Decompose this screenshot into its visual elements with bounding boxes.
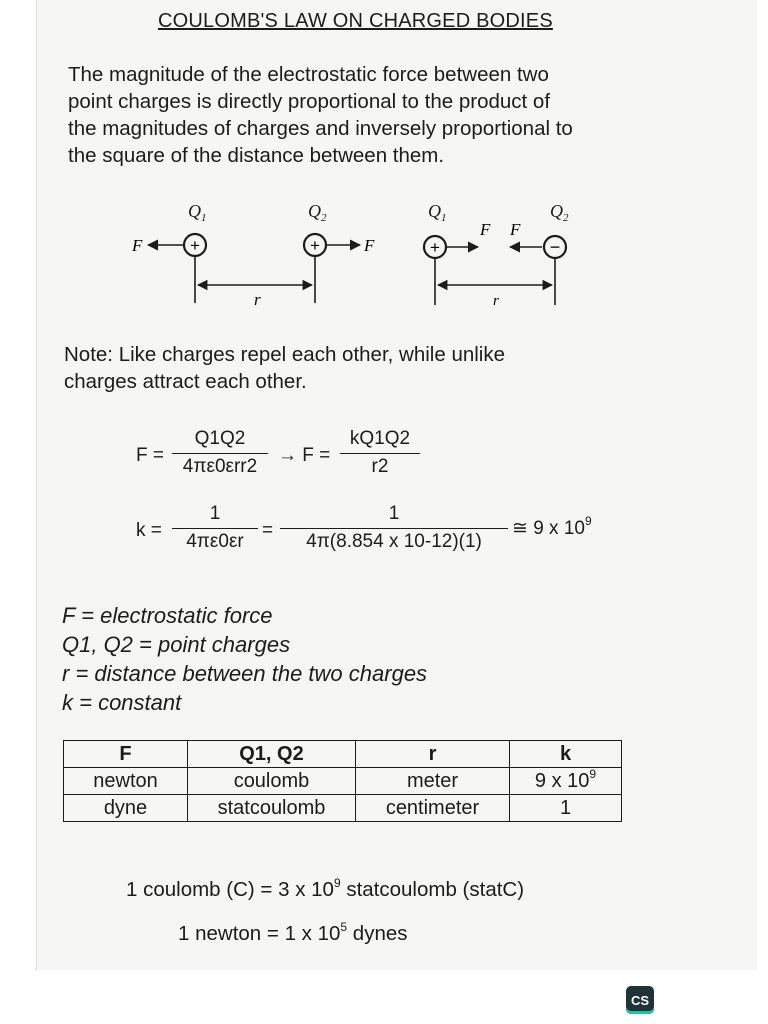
distance-label: r bbox=[254, 290, 261, 309]
definition-line: the square of the distance between them. bbox=[68, 144, 445, 167]
implies-arrow bbox=[278, 445, 330, 467]
numerator: 1 bbox=[209, 503, 221, 524]
charge-diagram bbox=[110, 195, 610, 315]
table-cell: coulomb bbox=[188, 768, 356, 795]
q1-label: $Q_1$ bbox=[428, 201, 447, 224]
note-paragraph bbox=[64, 341, 505, 395]
plus-sign: + bbox=[190, 236, 200, 255]
f-equals: F = bbox=[136, 445, 164, 466]
fraction-k-value bbox=[280, 503, 508, 553]
force-label: F bbox=[364, 236, 375, 255]
table-cell: statcoulomb bbox=[188, 795, 356, 822]
numerator: 1 bbox=[388, 503, 400, 524]
page-title: COULOMB'S LAW ON CHARGED BODIES bbox=[158, 10, 553, 32]
note-line: Note: Like charges repel each other, while unlike bbox=[64, 343, 506, 366]
denominator: 4πε0εr bbox=[172, 528, 258, 553]
plus-sign: + bbox=[430, 238, 440, 257]
legend-line: r = distance between the two charges bbox=[62, 661, 428, 686]
table-header-row bbox=[64, 741, 622, 768]
equals-sign: = bbox=[262, 520, 274, 541]
camscanner-logo: CS bbox=[626, 986, 654, 1014]
table-header: k bbox=[510, 741, 622, 768]
plus-sign: + bbox=[310, 236, 320, 255]
legend-line: F = electrostatic force bbox=[62, 603, 273, 628]
fraction-q1q2 bbox=[172, 428, 268, 478]
table-cell: newton bbox=[64, 768, 188, 795]
variable-legend bbox=[62, 601, 427, 717]
legend-line: k = constant bbox=[62, 690, 182, 715]
denominator: 4π(8.854 x 10-12)(1) bbox=[280, 528, 508, 553]
table-cell: 9 x $10^9$ bbox=[510, 768, 622, 795]
minus-sign: − bbox=[549, 237, 561, 257]
denominator: r2 bbox=[340, 453, 420, 478]
units-table bbox=[63, 740, 622, 822]
definition-line: point charges is directly proportional to the product of bbox=[68, 90, 551, 113]
note-line: charges attract each other. bbox=[64, 370, 307, 393]
force-label: F bbox=[480, 220, 491, 239]
numerator: kQ1Q2 bbox=[349, 428, 411, 449]
fraction-kq1q2 bbox=[340, 428, 420, 478]
k-equals: k = bbox=[136, 520, 162, 541]
denominator: 4πε0εrr2 bbox=[172, 453, 268, 478]
k-approx-value: ≅ 9 x $10^9$ bbox=[512, 514, 592, 539]
table-cell: centimeter bbox=[356, 795, 510, 822]
table-cell: 1 bbox=[510, 795, 622, 822]
arrow-symbol: → bbox=[278, 445, 297, 466]
definition-line: The magnitude of the electrostatic force between two bbox=[68, 63, 549, 86]
definition-line: the magnitudes of charges and inversely proportional to bbox=[68, 117, 573, 140]
table-row bbox=[64, 795, 622, 822]
table-header: F bbox=[64, 741, 188, 768]
coulomb-conversion: 1 coulomb (C) = 3 x $10^9$ statcoulomb (statC) bbox=[126, 876, 525, 901]
table-header: r bbox=[356, 741, 510, 768]
newton-conversion: 1 newton = 1 x $10^5$ dynes bbox=[178, 920, 408, 945]
legend-line: Q1, Q2 = point charges bbox=[62, 632, 291, 657]
numerator: Q1Q2 bbox=[194, 428, 246, 449]
distance-label: r bbox=[493, 293, 499, 309]
fraction-k bbox=[172, 503, 258, 553]
table-cell: dyne bbox=[64, 795, 188, 822]
q2-label: $Q_2$ bbox=[308, 201, 327, 224]
definition-paragraph bbox=[68, 61, 573, 169]
force-label: F bbox=[510, 220, 521, 239]
q2-label: $Q_2$ bbox=[550, 201, 569, 224]
q1-label: $Q_1$ bbox=[188, 201, 207, 224]
f-equals: F = bbox=[302, 445, 331, 466]
force-label: F bbox=[132, 236, 143, 255]
table-cell: meter bbox=[356, 768, 510, 795]
table-row bbox=[64, 768, 622, 795]
table-header: Q1, Q2 bbox=[188, 741, 356, 768]
